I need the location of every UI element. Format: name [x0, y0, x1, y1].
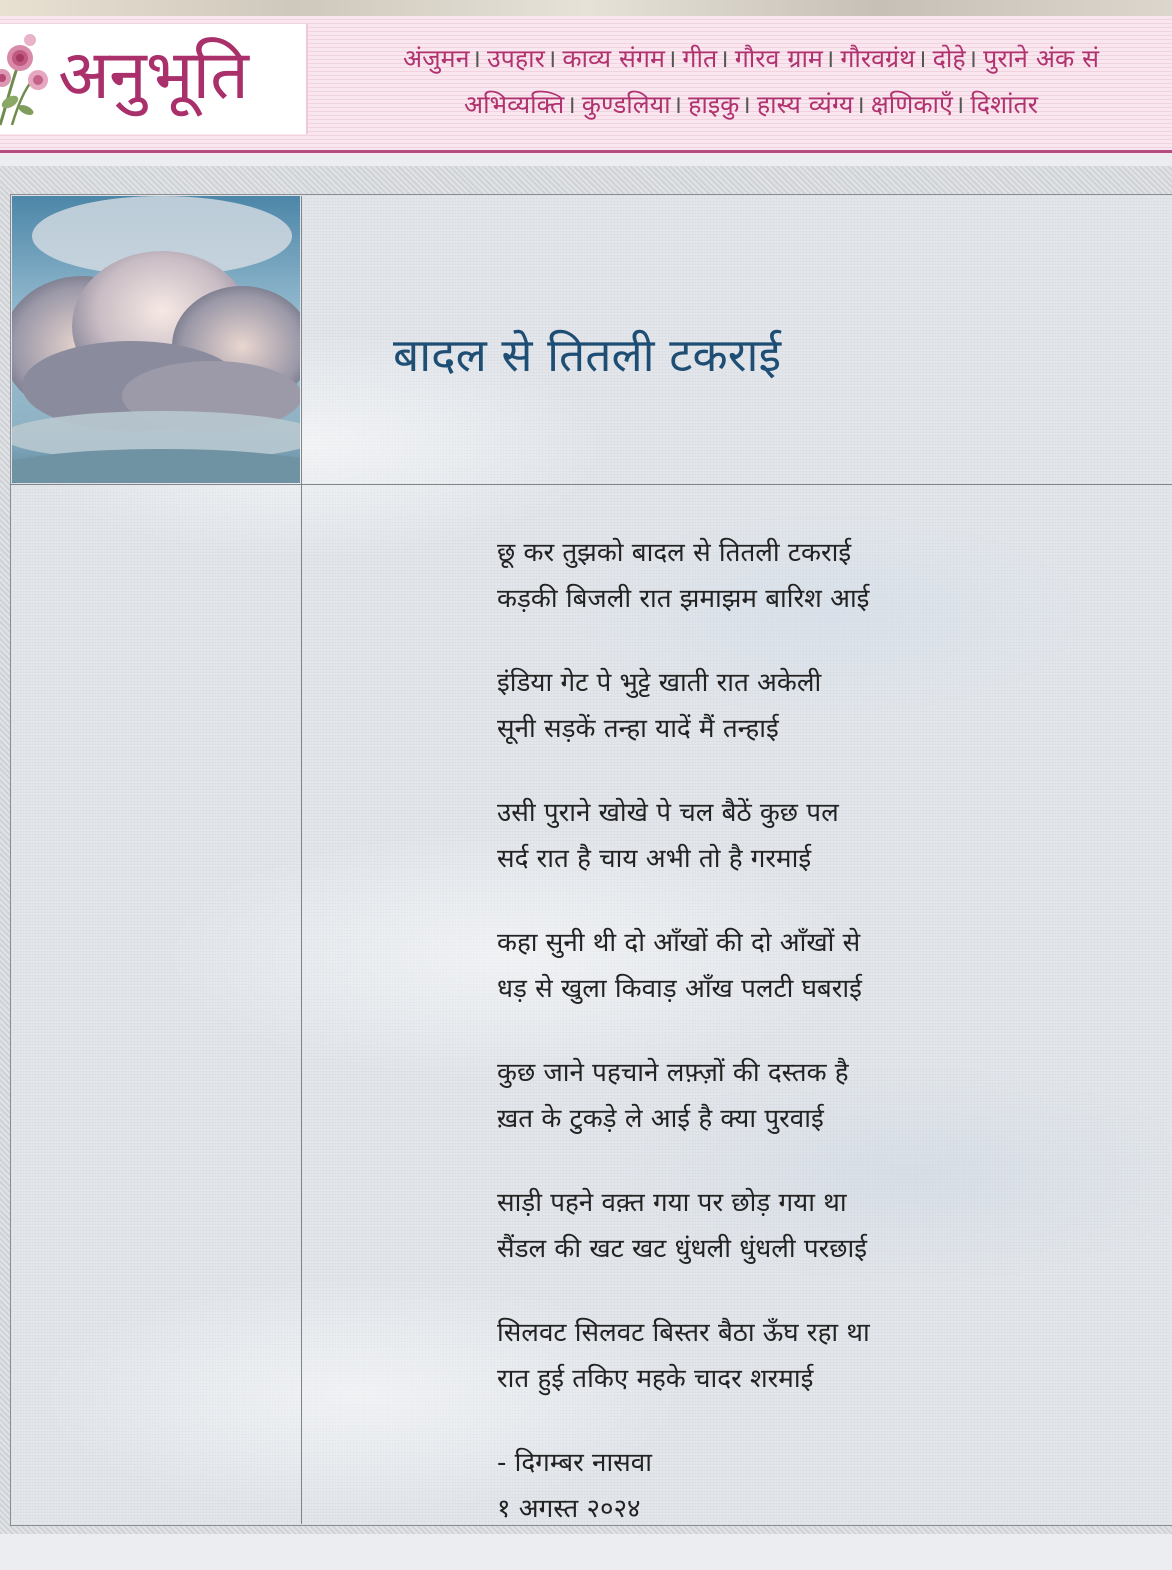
- header-divider: [0, 150, 1172, 153]
- nav-link-kavya-sangam[interactable]: काव्य संगम: [562, 44, 665, 73]
- cloud-illustration: [12, 196, 300, 483]
- top-decor-strip: [0, 0, 1172, 16]
- poem-line: रात हुई तकिए महके चादर शरमाई: [497, 1364, 814, 1394]
- nav-row-2: [330, 82, 1172, 128]
- nav-link-hasya-vyangya[interactable]: हास्य व्यंग्य: [756, 90, 854, 119]
- nav-link-kundaliya[interactable]: कुण्डलिया: [581, 90, 671, 119]
- poem-line: इंडिया गेट पे भुट्टे खाती रात अकेली: [497, 668, 822, 698]
- nav-separator: ।: [566, 90, 576, 119]
- row-divider: [11, 484, 1172, 485]
- poem-body: [497, 530, 1097, 1570]
- poem-line: उसी पुराने खोखे पे चल बैठें कुछ पल: [497, 798, 839, 828]
- poem-stanza: [497, 1310, 1097, 1402]
- poem-line: सर्द रात है चाय अभी तो है गरमाई: [497, 844, 812, 874]
- poem-line: सैंडल की खट खट धुंधली धुंधली परछाई: [497, 1234, 867, 1264]
- nav-separator: ।: [719, 44, 729, 73]
- poem-line: धड़ से खुला किवाड़ आँख पलटी घबराई: [497, 974, 862, 1004]
- poem-stanza: [497, 1180, 1097, 1272]
- poem-author: - दिगम्बर नासवा: [497, 1448, 652, 1478]
- nav-link-anjuman[interactable]: अंजुमन: [402, 44, 470, 73]
- poem-stanza: [497, 660, 1097, 752]
- nav-link-purane-ank[interactable]: पुराने अंक सं: [983, 44, 1099, 73]
- poem-line: कुछ जाने पहचाने लफ़्ज़ों की दस्तक है: [497, 1058, 849, 1088]
- nav-separator: ।: [954, 90, 965, 119]
- nav-separator: ।: [672, 90, 683, 119]
- nav-link-abhivyakti[interactable]: अभिव्यक्ति: [463, 90, 565, 119]
- poem-line: कहा सुनी थी दो आँखों की दो आँखों से: [497, 928, 861, 958]
- nav-link-gauravgranth[interactable]: गौरवग्रंथ: [840, 44, 916, 73]
- nav-link-dishantar[interactable]: दिशांतर: [970, 90, 1039, 119]
- nav-separator: ।: [666, 44, 677, 73]
- poem-line: सिलवट सिलवट बिस्तर बैठा ऊँघ रहा था: [497, 1318, 870, 1348]
- nav-separator: ।: [546, 44, 557, 73]
- nav-link-kshanikayen[interactable]: क्षणिकाएँ: [870, 90, 953, 119]
- nav-link-uphaar[interactable]: उपहार: [486, 44, 545, 73]
- nav-row-1: [330, 36, 1172, 82]
- top-navigation: [330, 36, 1172, 128]
- poem-line: ख़त के टुकड़े ले आई है क्या पुरवाई: [497, 1104, 824, 1134]
- poem-title: बादल से तितली टकराई: [393, 328, 782, 382]
- nav-link-geet[interactable]: गीत: [682, 44, 718, 73]
- poem-stanza: [497, 530, 1097, 622]
- cloud-sky-image: [12, 196, 300, 483]
- poem-stanza: [497, 1050, 1097, 1142]
- nav-separator: ।: [741, 90, 751, 119]
- poem-line: छू कर तुझको बादल से तितली टकराई: [497, 538, 852, 568]
- poem-date: १ अगस्त २०२४: [497, 1494, 641, 1524]
- nav-separator: ।: [824, 44, 835, 73]
- nav-separator: ।: [967, 44, 978, 73]
- poem-stanza: [497, 790, 1097, 882]
- nav-link-haiku[interactable]: हाइकु: [688, 90, 740, 119]
- nav-link-dohe[interactable]: दोहे: [932, 44, 966, 73]
- nav-separator: ।: [855, 90, 865, 119]
- nav-separator: ।: [471, 44, 481, 73]
- site-logo[interactable]: [0, 24, 308, 134]
- nav-separator: ।: [917, 44, 927, 73]
- nav-link-gaurav-gram[interactable]: गौरव ग्राम: [734, 44, 823, 73]
- poem-line: साड़ी पहने वक़्त गया पर छोड़ गया था: [497, 1188, 847, 1218]
- poem-line: कड़की बिजली रात झमाझम बारिश आई: [497, 584, 870, 614]
- poem-signature: [497, 1440, 1097, 1532]
- column-divider: [301, 196, 302, 1524]
- poem-stanza: [497, 920, 1097, 1012]
- logo-text: अनुभूति: [58, 36, 248, 115]
- poem-line: सूनी सड़कें तन्हा यादें मैं तन्हाई: [497, 714, 779, 744]
- rose-flowers-icon: [0, 30, 60, 130]
